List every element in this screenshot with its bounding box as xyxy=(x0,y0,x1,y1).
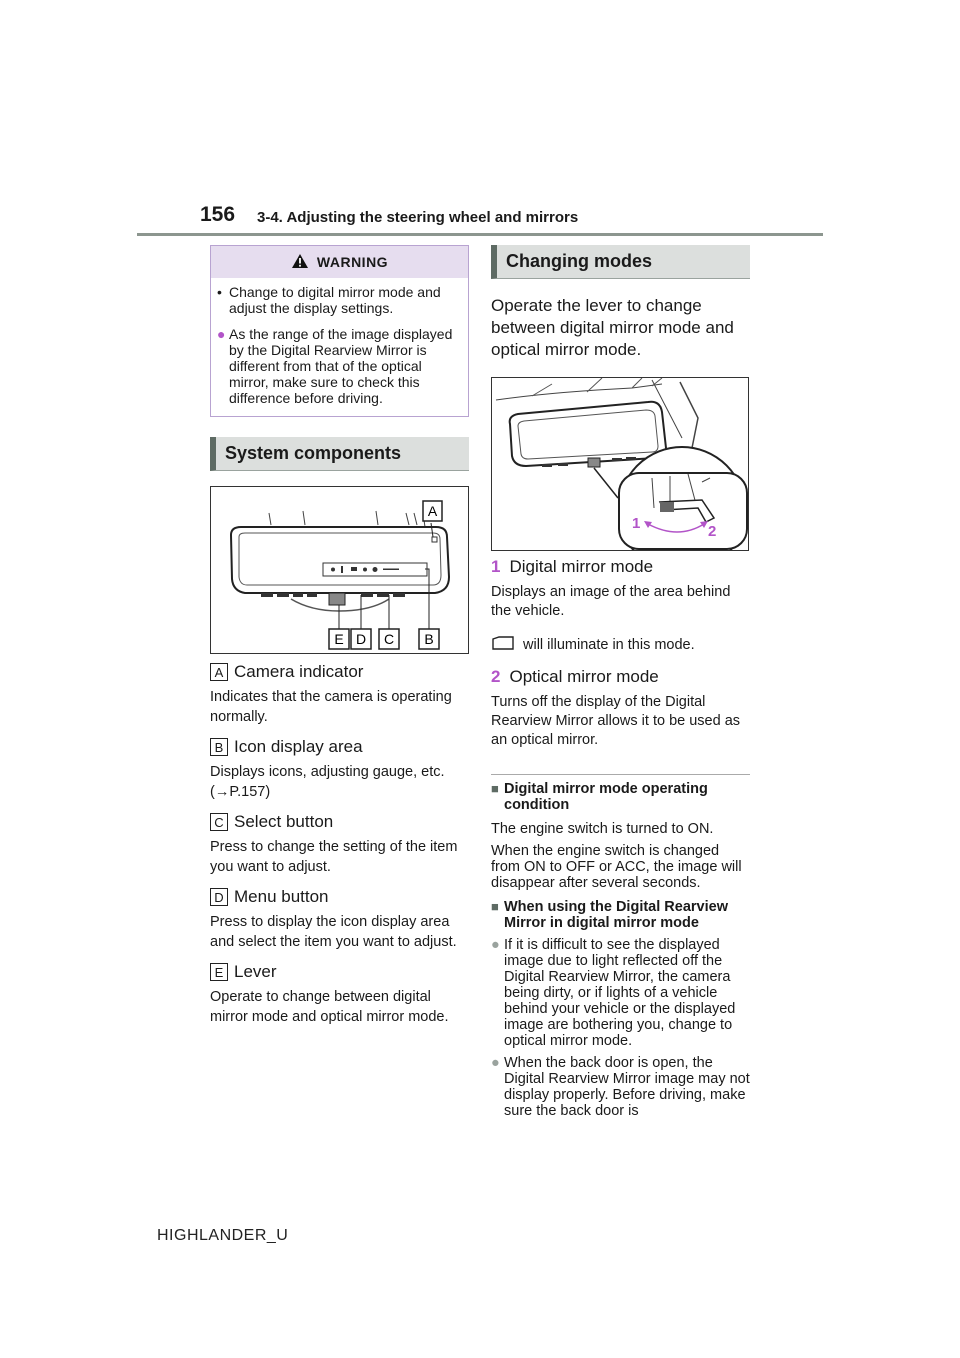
warning-item xyxy=(217,284,454,316)
square-bullet-icon: ■ xyxy=(491,899,499,914)
mode-item xyxy=(491,557,750,577)
note-bullet-text: When the back door is open, the Digital Rearview Mirror image may not display properly. Before driving, make sure the back door is xyxy=(504,1055,750,1119)
divider xyxy=(491,774,750,775)
mode-desc: Displays an image of the area behind the vehicle. xyxy=(491,584,731,619)
footer-model-code: HIGHLANDER_U xyxy=(157,1227,289,1244)
warning-item-text: Change to digital mirror mode and adjust the display settings. xyxy=(229,284,441,316)
warning-label: WARNING xyxy=(316,254,389,270)
note-paragraph: When the engine switch is changed from ON to OFF or ACC, the image will disappear after several seconds. xyxy=(491,843,742,891)
component-title: Icon display area xyxy=(234,737,363,756)
note-bullet xyxy=(491,1055,750,1119)
dot-bullet: ● xyxy=(491,937,500,953)
component-item xyxy=(210,962,470,1027)
letter-box: D xyxy=(210,888,228,906)
mode-title: Digital mirror mode xyxy=(509,557,654,576)
warning-item-text: As the range of the image displayed by the Digital Rearview Mirror is different from that of the optical mirror, make sure to check this difference before driving. xyxy=(229,326,453,406)
mirror-illustration xyxy=(211,487,468,653)
mode-desc: Turns off the display of the Digital Rearview Mirror allows it to be used as an optical mirror. xyxy=(491,694,741,748)
letter-box: C xyxy=(210,813,228,831)
warning-box xyxy=(210,245,469,417)
mode-note-text: will illuminate in this mode. xyxy=(523,637,695,653)
component-title: Lever xyxy=(234,962,277,981)
figure-label-e: E xyxy=(334,631,344,647)
mirror-components-figure xyxy=(210,486,469,654)
page-number: 156 xyxy=(200,203,236,226)
changing-modes-heading: Changing modes xyxy=(491,245,750,279)
figure-label-2: 2 xyxy=(708,523,717,540)
warning-body xyxy=(211,278,468,416)
warning-triangle-icon xyxy=(291,253,309,272)
lever-illustration xyxy=(492,378,748,550)
warning-item xyxy=(217,326,454,406)
component-title: Camera indicator xyxy=(234,662,364,681)
dot-bullet: ● xyxy=(217,326,226,342)
right-column xyxy=(491,245,750,1119)
component-title: Select button xyxy=(234,812,334,831)
dot-bullet: ● xyxy=(491,1055,500,1071)
note-heading xyxy=(491,899,750,931)
component-item xyxy=(210,662,470,727)
component-title: Menu button xyxy=(234,887,329,906)
bullet: • xyxy=(217,284,222,300)
component-desc: Press to display the icon display area and select the item you want to adjust. xyxy=(210,914,457,950)
mode-item xyxy=(491,667,750,687)
lever-operation-figure xyxy=(491,377,749,551)
letter-box: B xyxy=(210,738,228,756)
note-heading-text: Digital mirror mode operating condition xyxy=(504,781,708,813)
mode-number: 2 xyxy=(491,667,501,686)
note-bullet-text: If it is difficult to see the displayed image due to light reflected off the Digital Rearview Mirror, the camera being dirty, or if lights of a vehicle behind your vehicle or the displayed image are bothering you, change to optical mirror mode. xyxy=(504,937,736,1049)
figure-label-b: B xyxy=(424,631,434,647)
figure-label-a: A xyxy=(427,503,438,519)
note-paragraph: The engine switch is turned to ON. xyxy=(491,821,714,837)
header-rule xyxy=(137,233,823,236)
warning-header xyxy=(211,246,468,278)
mode-number: 1 xyxy=(491,557,501,576)
note-heading xyxy=(491,781,750,813)
component-item xyxy=(210,887,470,952)
component-desc: Press to change the setting of the item you want to adjust. xyxy=(210,839,458,875)
note-heading-text: When using the Digital Rearview Mirror in digital mirror mode xyxy=(504,899,728,931)
component-item xyxy=(210,737,470,802)
system-components-heading: System components xyxy=(210,437,469,471)
left-column xyxy=(210,245,470,1027)
mode-note xyxy=(491,635,750,655)
mirror-indicator-icon xyxy=(491,635,515,655)
component-desc: Operate to change between digital mirror mode and optical mirror mode. xyxy=(210,989,449,1025)
note-bullet xyxy=(491,937,750,1049)
component-desc: Displays icons, adjusting gauge, etc. (→P.157) xyxy=(210,764,445,800)
letter-box: A xyxy=(210,663,228,681)
figure-label-1: 1 xyxy=(632,515,641,532)
letter-box: E xyxy=(210,963,228,981)
square-bullet-icon: ■ xyxy=(491,781,499,796)
mode-title: Optical mirror mode xyxy=(509,667,659,686)
figure-label-c: C xyxy=(383,631,395,647)
component-item xyxy=(210,812,470,877)
figure-label-d: D xyxy=(355,631,367,647)
changing-modes-intro: Operate the lever to change between digital mirror mode and optical mirror mode. xyxy=(491,296,734,359)
component-desc: Indicates that the camera is operating normally. xyxy=(210,689,452,725)
section-title: 3-4. Adjusting the steering wheel and mirrors xyxy=(257,209,579,226)
